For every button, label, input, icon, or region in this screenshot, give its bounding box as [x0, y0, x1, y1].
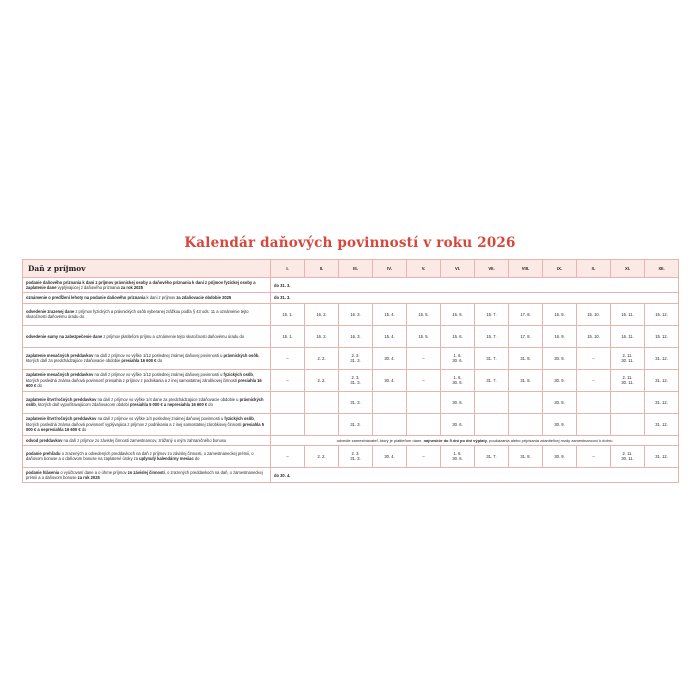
- deadline-cell-4: [373, 413, 407, 435]
- deadline-cell-2: [305, 391, 339, 413]
- deadline-cell-12: 31. 12.: [645, 369, 679, 391]
- tax-calendar-document: [22, 235, 678, 483]
- deadline-cell-3: 31. 3.: [339, 391, 373, 413]
- deadline-cell-11: [611, 413, 645, 435]
- table-row: [23, 467, 679, 482]
- deadline-cell-10: –: [577, 347, 611, 369]
- deadline-cell-4: [373, 391, 407, 413]
- deadline-cell-10: –: [577, 369, 611, 391]
- obligation-description: zaplatenie štvrťročných preddavkov na daň z príjmov vo výške 1/4 dane za predchádzajúce zdaňovacie obdobie u právnických osôb, ktorých daň vypočítavajúcom zdaňovacom období presiahla 5 000 € a nepresiahla 16 600 € do: [23, 391, 271, 413]
- deadline-cell-8: 31. 8.: [509, 445, 543, 467]
- deadline-cell-5: 15. 5.: [407, 325, 441, 347]
- deadline-cell-8: 31. 8.: [509, 347, 543, 369]
- deadline-cell-5: –: [407, 369, 441, 391]
- deadline-cell-9: 16. 9.: [543, 303, 577, 325]
- month-header-12: XII.: [645, 260, 679, 278]
- deadline-cell-12: 31. 12.: [645, 391, 679, 413]
- deadline-cell-1: –: [271, 445, 305, 467]
- deadline-cell-10: [577, 413, 611, 435]
- deadline-cell-10: –: [577, 445, 611, 467]
- deadline-cell-2: 2. 2.: [305, 369, 339, 391]
- deadline-span: do 30. 4.: [271, 467, 679, 482]
- month-header-5: V.: [407, 260, 441, 278]
- deadline-cell-7: 15. 7.: [475, 325, 509, 347]
- table-row: [23, 435, 679, 445]
- deadline-span: do 31. 3.: [271, 278, 679, 293]
- deadline-cell-6: 1. 6. 30. 6.: [441, 347, 475, 369]
- deadline-cell-5: [407, 391, 441, 413]
- month-header-4: IV.: [373, 260, 407, 278]
- deadline-cell-8: 17. 8.: [509, 303, 543, 325]
- deadline-cell-1: [271, 413, 305, 435]
- deadline-span: odvedie zamestnávateľ, ktorý je platiteľom dane, najneskôr do 5 dní po dni výplaty, poukázania alebo pripísania zdaniteľnej mzdy zamestnancovi k dobru: [271, 435, 679, 445]
- deadline-cell-2: [305, 413, 339, 435]
- deadline-cell-12: 31. 12.: [645, 445, 679, 467]
- month-header-2: II.: [305, 260, 339, 278]
- month-header-11: XI.: [611, 260, 645, 278]
- table-body: [23, 260, 679, 483]
- deadline-cell-1: –: [271, 369, 305, 391]
- table-row: [23, 278, 679, 293]
- table-row: [23, 445, 679, 467]
- deadline-cell-4: 15. 4.: [373, 303, 407, 325]
- deadline-cell-6: 15. 6.: [441, 325, 475, 347]
- deadline-cell-12: 31. 12.: [645, 413, 679, 435]
- deadline-cell-9: 30. 9.: [543, 391, 577, 413]
- table-row: [23, 303, 679, 325]
- deadline-cell-8: 17. 8.: [509, 325, 543, 347]
- deadline-cell-9: 30. 9.: [543, 369, 577, 391]
- deadline-cell-7: [475, 391, 509, 413]
- page-title: Kalendár daňových povinností v roku 2026: [184, 235, 516, 251]
- deadline-cell-3: 16. 3.: [339, 325, 373, 347]
- deadline-cell-1: 15. 1.: [271, 325, 305, 347]
- deadline-cell-5: –: [407, 445, 441, 467]
- table-row: [23, 369, 679, 391]
- deadline-cell-1: –: [271, 347, 305, 369]
- table-row: [23, 293, 679, 303]
- section-label: Daň z príjmov: [23, 260, 271, 278]
- obligation-description: podanie prehľadu o zrazených a odvedených preddavkoch na daň z príjmov zo závislej činnosti, o zamestnaneckej prémii, o daňovom bonuse a o daňovom bonuse na zaplatené úroky za uplynulý kalendárny mesiac do: [23, 445, 271, 467]
- obligation-description: podanie hlásenia o vyúčtovaní dane a o úhrne príjmov zo závislej činnosti, o zrazených preddavkoch na daň, o zamestnaneckej prémii a o daňovom bonuse za rok 2025: [23, 467, 271, 482]
- deadline-cell-6: 30. 6.: [441, 413, 475, 435]
- deadline-cell-9: 16. 9.: [543, 325, 577, 347]
- deadline-cell-7: 15. 7.: [475, 303, 509, 325]
- deadline-cell-5: 15. 5.: [407, 303, 441, 325]
- deadline-cell-11: 16. 11.: [611, 325, 645, 347]
- obligation-description: oznámenie o predĺžení lehoty na podanie daňového priznania k dani z príjmov za zdaňovacie obdobie 2025: [23, 293, 271, 303]
- table-row: [23, 347, 679, 369]
- obligation-description: podanie daňového priznania k dani z príjmov právnickej osoby a daňového priznania k dani z príjmov fyzickej osoby a zaplatenie dane vyplývajúcej z daňového priznania za rok 2025: [23, 278, 271, 293]
- deadline-cell-4: 30. 4.: [373, 347, 407, 369]
- deadline-span: do 31. 3.: [271, 293, 679, 303]
- deadline-cell-4: 30. 4.: [373, 369, 407, 391]
- table-row: [23, 325, 679, 347]
- deadline-cell-2: 2. 2.: [305, 445, 339, 467]
- deadline-cell-12: 15. 12.: [645, 303, 679, 325]
- deadline-cell-3: 2. 3. 31. 3.: [339, 369, 373, 391]
- deadline-cell-4: 15. 4.: [373, 325, 407, 347]
- deadline-cell-2: 16. 2.: [305, 325, 339, 347]
- deadline-cell-4: 30. 4.: [373, 445, 407, 467]
- deadline-cell-6: 30. 6.: [441, 391, 475, 413]
- table-header-row: [23, 260, 679, 278]
- deadline-cell-11: 16. 11.: [611, 303, 645, 325]
- month-header-6: VI.: [441, 260, 475, 278]
- deadline-cell-7: 31. 7.: [475, 369, 509, 391]
- deadline-cell-9: 30. 9.: [543, 413, 577, 435]
- deadline-cell-9: 30. 9.: [543, 347, 577, 369]
- deadline-cell-12: 15. 12.: [645, 325, 679, 347]
- obligation-description: odvedenie sumy na zabezpečenie dane z príjmov platiteľom príjmu a oznámenie tejto skutočnosti daňovému úradu do: [23, 325, 271, 347]
- month-header-7: VII.: [475, 260, 509, 278]
- month-header-8: VIII.: [509, 260, 543, 278]
- month-header-3: III.: [339, 260, 373, 278]
- deadline-cell-2: 16. 2.: [305, 303, 339, 325]
- deadline-cell-11: 2. 11. 30. 11.: [611, 445, 645, 467]
- deadline-cell-9: 30. 9.: [543, 445, 577, 467]
- deadline-cell-3: 2. 3. 31. 3.: [339, 347, 373, 369]
- obligation-description: odvedenie zrazenej dane z príjmov fyzických a právnických osôb vyberanej zrážkou podľa § 43 ods. 11 a oznámenie tejto skutočnosti daňovému úradu do: [23, 303, 271, 325]
- deadline-cell-10: 15. 10.: [577, 303, 611, 325]
- month-header-1: I.: [271, 260, 305, 278]
- deadline-cell-7: 31. 7.: [475, 347, 509, 369]
- deadline-cell-3: 2. 3. 31. 3.: [339, 445, 373, 467]
- deadline-cell-1: 15. 1.: [271, 303, 305, 325]
- deadline-cell-7: 31. 7.: [475, 445, 509, 467]
- deadline-cell-6: 1. 6. 30. 6.: [441, 369, 475, 391]
- deadline-cell-11: 2. 11. 30. 11.: [611, 347, 645, 369]
- deadline-cell-5: –: [407, 347, 441, 369]
- deadline-cell-10: 15. 10.: [577, 325, 611, 347]
- deadline-cell-3: 16. 3.: [339, 303, 373, 325]
- obligation-description: odvod preddavkov na daň z príjmov zo závislej činnosti zamestnancov, zrážaný o iným zahraničného bonusu: [23, 435, 271, 445]
- deadline-cell-7: [475, 413, 509, 435]
- deadline-cell-11: [611, 391, 645, 413]
- deadline-cell-8: 31. 8.: [509, 369, 543, 391]
- obligation-description: zaplatenie mesačných preddavkov na daň z príjmov vo výške 1/12 poslednej známej daňovej povinnosti u fyzických osôb, ktorých posledná známa daňová povinnosť presiahla z príjmov z podnikania a z inej samostatnej zárobkovej činnosti presiahla 16 600 € do: [23, 369, 271, 391]
- deadline-cell-8: [509, 413, 543, 435]
- deadline-cell-5: [407, 413, 441, 435]
- month-header-10: X.: [577, 260, 611, 278]
- obligation-description: zaplatenie mesačných preddavkov na daň z príjmov vo výške 1/12 poslednej známej daňovej povinnosti u právnických osôb, ktorých daň za predchádzajúce zdaňovacie obdobie presiahla 16 600 € do: [23, 347, 271, 369]
- deadline-cell-12: 31. 12.: [645, 347, 679, 369]
- deadline-cell-8: [509, 391, 543, 413]
- deadline-cell-2: 2. 2.: [305, 347, 339, 369]
- table-row: [23, 391, 679, 413]
- deadline-cell-1: [271, 391, 305, 413]
- obligation-description: zaplatenie štvrťročných preddavkov na daň z príjmov vo výške 1/4 poslednej známej daňovej povinnosti u fyzických osôb, ktorých posledná známa daňová povinnosť vyplývajúca z príjmov z podnikania a z inej samostatnej zárobkovej činnosti presiahla 5 000 € a nepresiahla 16 600 € do: [23, 413, 271, 435]
- month-header-9: IX.: [543, 260, 577, 278]
- deadline-cell-6: 1. 6. 30. 6.: [441, 445, 475, 467]
- tax-calendar-table: [22, 259, 679, 483]
- deadline-cell-10: [577, 391, 611, 413]
- deadline-cell-3: 31. 3.: [339, 413, 373, 435]
- deadline-cell-6: 15. 6.: [441, 303, 475, 325]
- deadline-cell-11: 2. 11. 30. 11.: [611, 369, 645, 391]
- table-row: [23, 413, 679, 435]
